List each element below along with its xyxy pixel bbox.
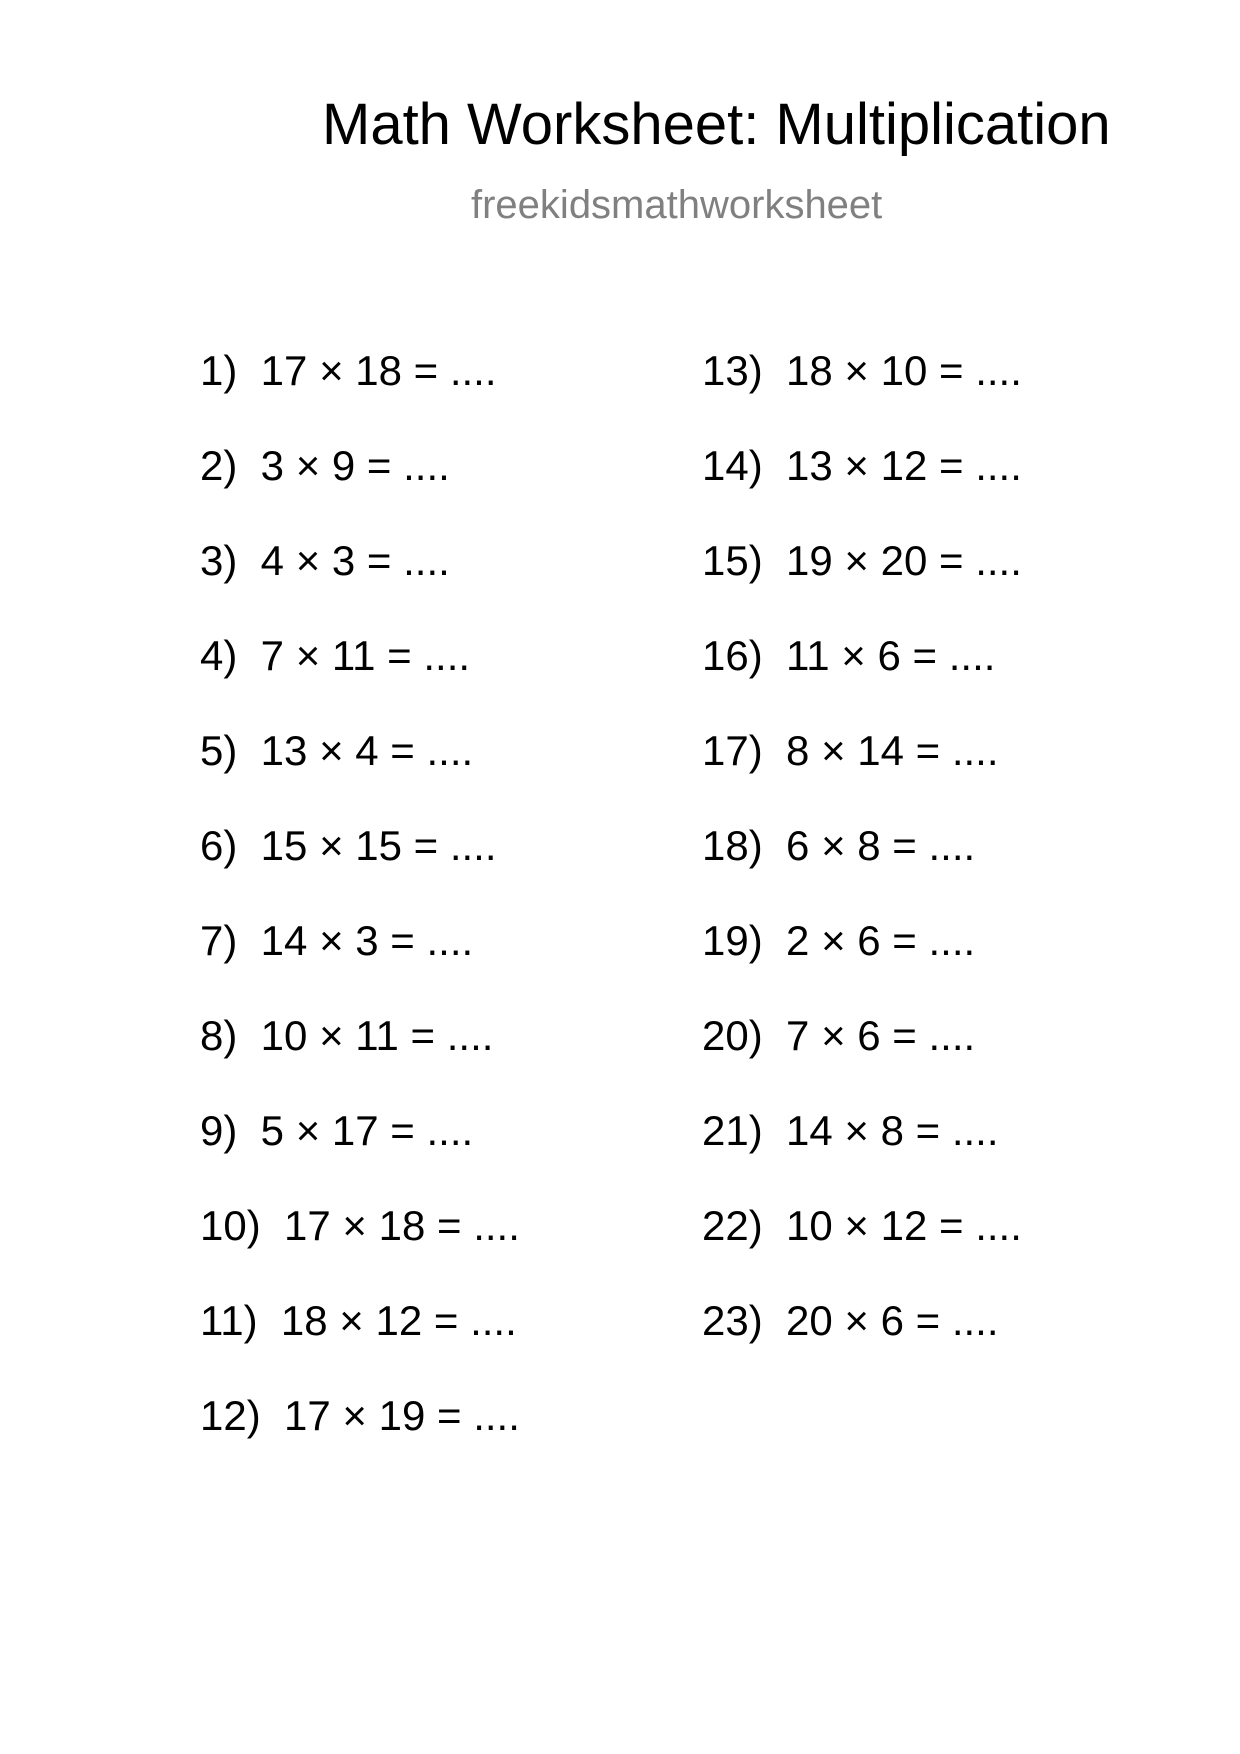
worksheet-title: Math Worksheet: Multiplication [322,92,1111,157]
problem-6: 6) 15 × 15 = .... [200,822,497,869]
problem-20: 20) 7 × 6 = .... [702,1012,976,1059]
problem-5: 5) 13 × 4 = .... [200,727,474,774]
problem-4: 4) 7 × 11 = .... [200,632,471,679]
problem-14: 14) 13 × 12 = .... [702,442,1022,489]
problem-15: 15) 19 × 20 = .... [702,537,1022,584]
problem-7: 7) 14 × 3 = .... [200,917,474,964]
problem-22: 22) 10 × 12 = .... [702,1202,1022,1249]
problem-23: 23) 20 × 6 = .... [702,1297,999,1344]
problem-17: 17) 8 × 14 = .... [702,727,999,774]
worksheet-subtitle: freekidsmathworksheet [471,183,883,227]
problems-right-column [702,347,1022,1395]
problem-1: 1) 17 × 18 = .... [200,347,497,394]
problem-8: 8) 10 × 11 = .... [200,1012,494,1059]
problem-18: 18) 6 × 8 = .... [702,822,976,869]
problem-3: 3) 4 × 3 = .... [200,537,450,584]
problem-19: 19) 2 × 6 = .... [702,917,976,964]
problem-2: 2) 3 × 9 = .... [200,442,450,489]
problem-10: 10) 17 × 18 = .... [200,1202,520,1249]
problem-16: 16) 11 × 6 = .... [702,632,996,679]
problem-13: 13) 18 × 10 = .... [702,347,1022,394]
problem-11: 11) 18 × 12 = .... [200,1297,517,1344]
problem-12: 12) 17 × 19 = .... [200,1392,520,1439]
problem-9: 9) 5 × 17 = .... [200,1107,474,1154]
problems-left-column [200,347,520,1490]
problem-21: 21) 14 × 8 = .... [702,1107,999,1154]
